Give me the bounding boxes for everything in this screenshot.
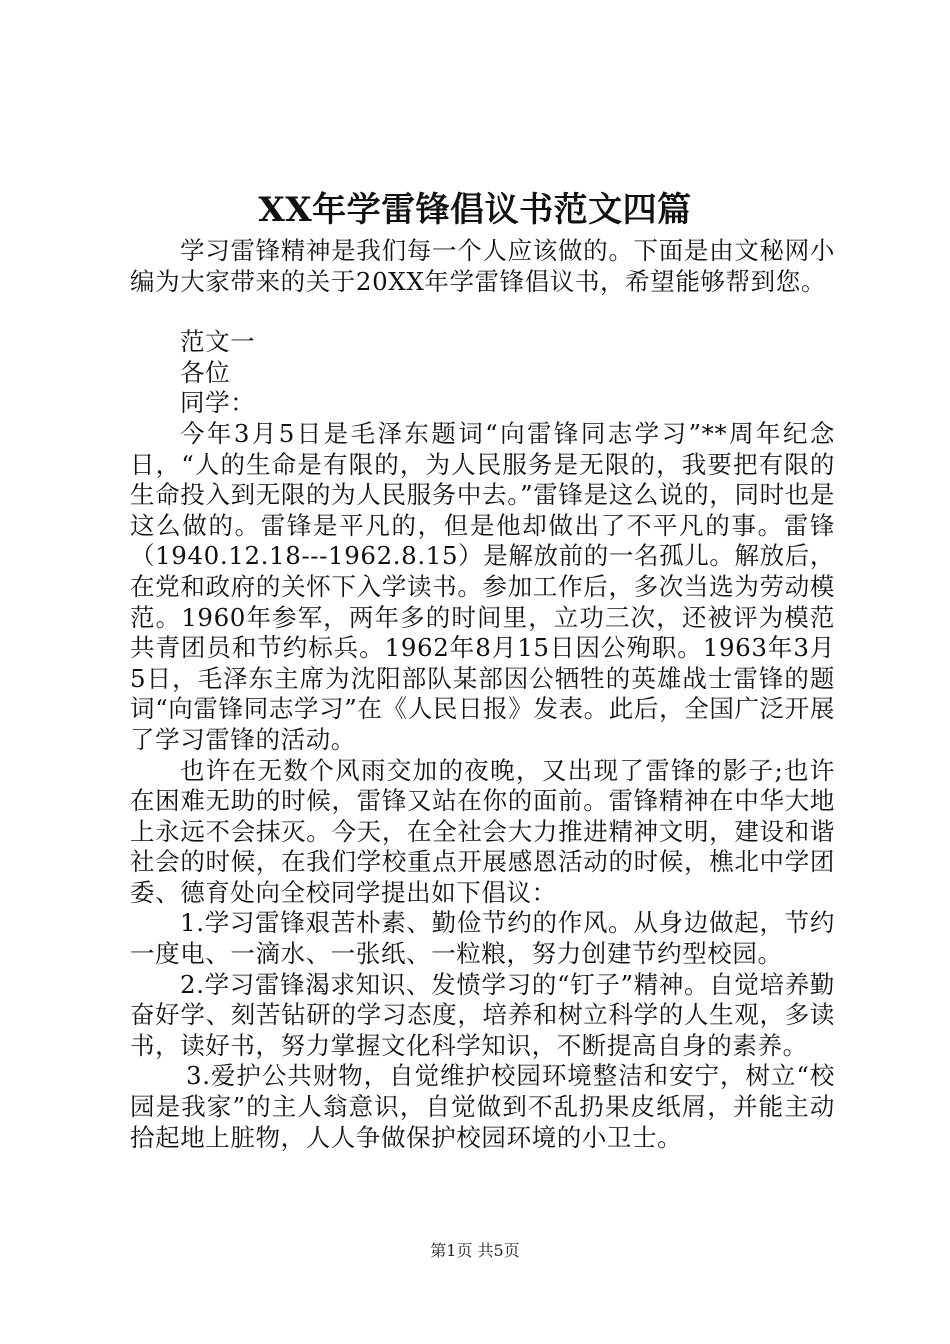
body-paragraph-2: 也许在无数个风雨交加的夜晚，又出现了雷锋的影子;也许在困难无助的时候，雷锋又站在你的面前。雷锋精神在中华大地上永远不会抹灭。今天，在全社会大力推进精神文明，建设和谐社会的时候，在我们学校重点开展感恩活动的时候，樵北中学团委、德育处向全校同学提出如下倡议：: [130, 755, 835, 907]
page-footer: 第1页 共5页: [430, 1241, 520, 1260]
proposal-item-1: 1.学习雷锋艰苦朴素、勤俭节约的作风。从身边做起，节约一度电、一滴水、一张纸、一粒粮，努力创建节约型校园。: [130, 908, 835, 969]
proposal-item-2: 2.学习雷锋渴求知识、发愤学习的“钉子”精神。自觉培养勤奋好学、刻苦钻研的学习态度，培养和树立科学的人生观，多读书，读好书，努力掌握文化科学知识，不断提高自身的素养。: [130, 969, 835, 1060]
document-title: XX年学雷锋倡议书范文四篇: [258, 190, 692, 230]
salutation-line-1: 各位: [180, 357, 231, 387]
section-label: 范文一: [180, 327, 256, 357]
salutation-line-2: 同学：: [180, 388, 256, 418]
proposal-item-3: 3.爱护公共财物，自觉维护校园环境整洁和安宁，树立“校园是我家”的主人翁意识，自觉做到不乱扔果皮纸屑，并能主动拾起地上脏物，人人争做保护校园环境的小卫士。: [130, 1061, 835, 1152]
body-paragraph-1: 今年3月5日是毛泽东题词“向雷锋同志学习”**周年纪念日，“人的生命是有限的，为人民服务是无限的，我要把有限的生命投入到无限的为人民服务中去。”雷锋是这么说的，同时也是这么做的。雷锋是平凡的，但是他却做出了不平凡的事。雷锋（1940.12.18---1962.8.15）是解放前的一名孤儿。解放后，在党和政府的关怀下入学读书。参加工作后，多次当选为劳动模范。1960年参军，两年多的时间里，立功三次，还被评为模范共青团员和节约标兵。1962年8月15日因公殉职。1963年3月5日，毛泽东主席为沈阳部队某部因公牺牲的英雄战士雷锋的题词“向雷锋同志学习”在《人民日报》发表。此后，全国广泛开展了学习雷锋的活动。: [130, 418, 835, 754]
document-body: [130, 236, 835, 1153]
intro-paragraph: 学习雷锋精神是我们每一个人应该做的。下面是由文秘网小编为大家带来的关于20XX年学雷锋倡议书，希望能够帮到您。: [130, 236, 835, 296]
